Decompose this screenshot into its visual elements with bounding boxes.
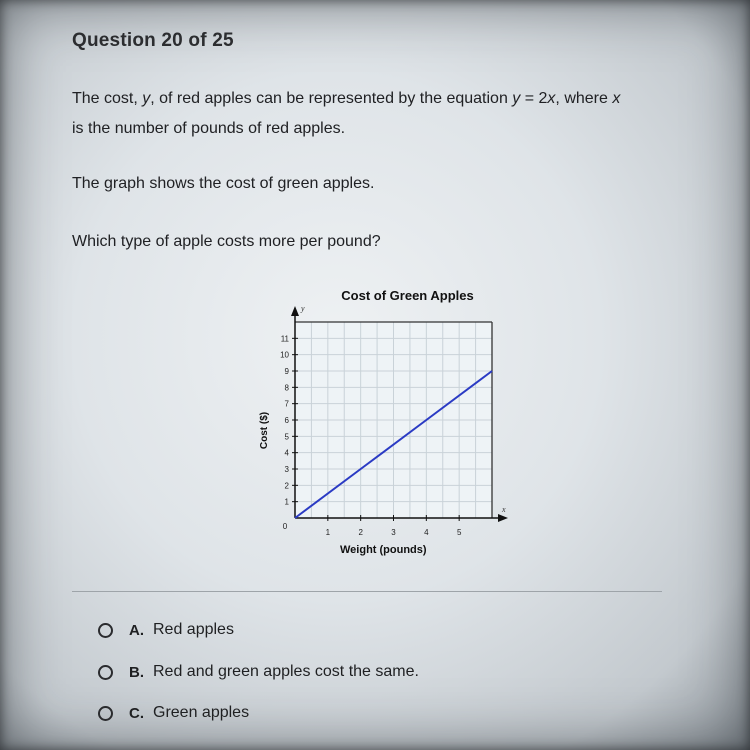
- y-axis-letter: y: [301, 304, 305, 313]
- x-tick-label: 3: [391, 528, 396, 537]
- question-counter: Question 20 of 25: [72, 30, 234, 51]
- option-text: Red and green apples cost the same.: [153, 663, 419, 680]
- variable-y: y: [142, 90, 151, 107]
- question-prompt: Which type of apple costs more per pound?: [72, 233, 381, 250]
- x-axis-arrow-icon: [498, 514, 508, 522]
- y-tick-label: 9: [284, 367, 289, 376]
- text-fragment: is the number of pounds of red apples.: [72, 120, 346, 137]
- chart-title: Cost of Green Apples: [341, 288, 474, 303]
- radio-button-icon[interactable]: [98, 706, 113, 721]
- y-tick-label: 2: [284, 481, 289, 491]
- answer-option-b[interactable]: [98, 659, 419, 685]
- text-fragment: = 2: [520, 90, 548, 107]
- option-letter: C.: [129, 704, 144, 722]
- y-tick-label: 3: [284, 465, 289, 474]
- y-tick-label: 7: [284, 399, 289, 409]
- x-tick-label: 5: [456, 528, 462, 537]
- radio-button-icon[interactable]: [98, 665, 113, 680]
- text-fragment: , where: [555, 90, 613, 107]
- option-text: Red apples: [153, 621, 234, 638]
- text-fragment: , of red apples can be represented by the equation: [150, 90, 513, 107]
- section-divider: [72, 591, 662, 592]
- x-tick-label: 1: [325, 528, 331, 537]
- answer-option-c[interactable]: [98, 700, 249, 726]
- option-text: Green apples: [153, 704, 250, 721]
- y-tick-label: 10: [280, 350, 289, 360]
- chart-plot-area: [230, 285, 530, 545]
- green-apples-chart: [230, 285, 530, 575]
- option-letter: A.: [129, 621, 144, 639]
- option-letter: B.: [129, 663, 144, 681]
- text-fragment: The cost,: [72, 90, 143, 107]
- variable-x: x: [547, 90, 556, 107]
- x-axis-letter: x: [502, 505, 506, 514]
- origin-label: 0: [282, 522, 288, 531]
- variable-x: x: [612, 90, 621, 107]
- x-axis-label: Weight (pounds): [340, 544, 427, 556]
- y-tick-label: 6: [284, 416, 289, 425]
- y-axis-label: Cost ($): [259, 411, 271, 450]
- y-tick-label: 11: [280, 334, 289, 344]
- radio-button-icon[interactable]: [98, 623, 113, 638]
- y-tick-label: 1: [284, 497, 289, 507]
- variable-y: y: [512, 90, 521, 107]
- x-tick-label: 4: [424, 528, 429, 537]
- question-paragraph-1: [72, 84, 672, 144]
- y-tick-label: 8: [284, 383, 289, 393]
- y-axis-arrow-icon: [291, 306, 299, 316]
- y-tick-label: 5: [284, 432, 289, 442]
- question-paragraph-2: The graph shows the cost of green apples.: [72, 175, 375, 192]
- y-tick-label: 4: [284, 448, 289, 458]
- answer-option-a[interactable]: [98, 617, 234, 643]
- x-tick-label: 2: [358, 528, 363, 537]
